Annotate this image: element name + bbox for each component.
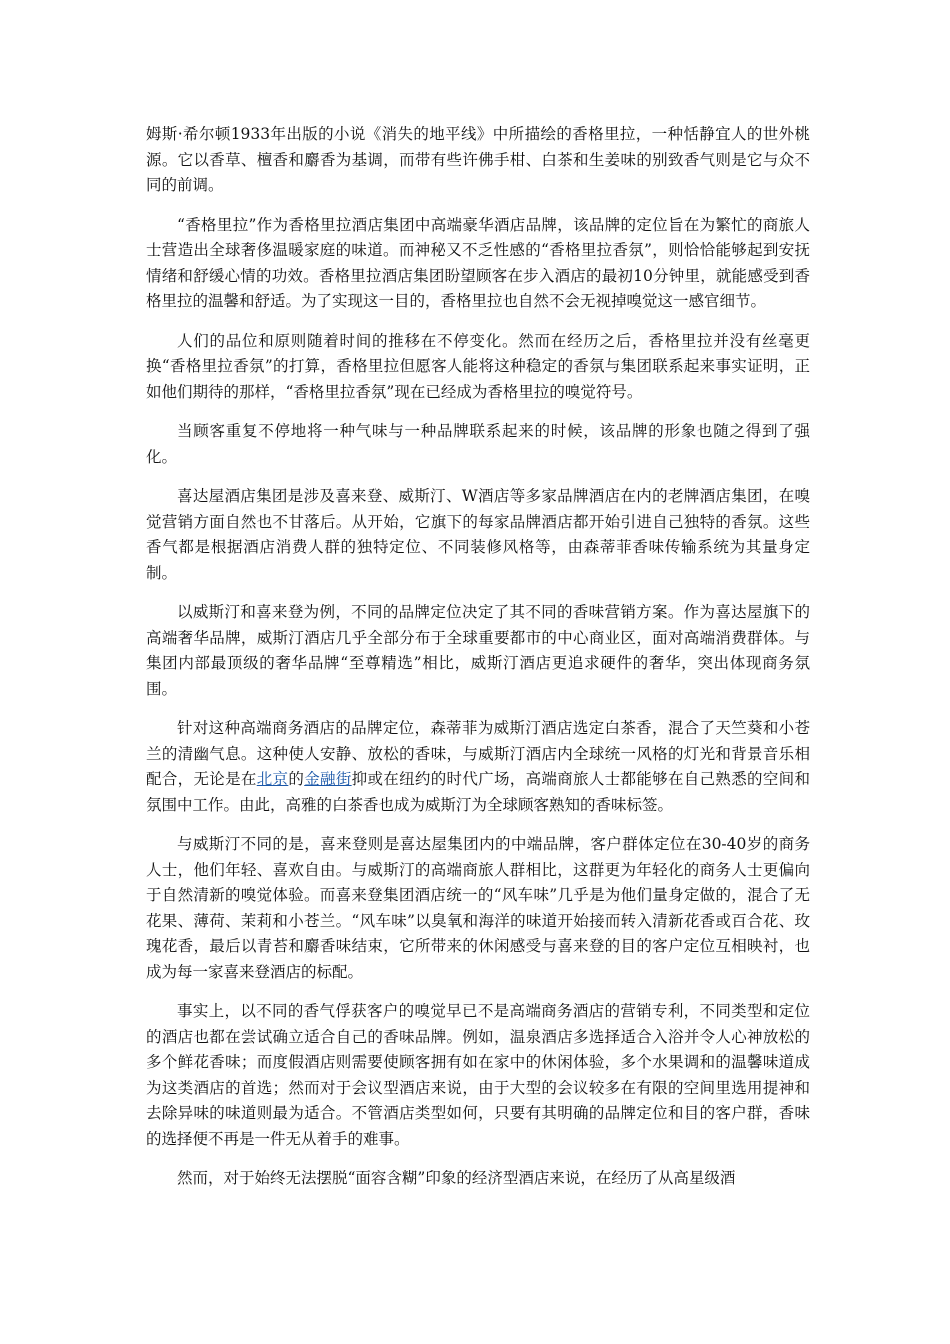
paragraph-text: 然而，对于始终无法摆脱“面容含糊”印象的经济型酒店来说，在经历了从高星级酒: [177, 1169, 736, 1187]
paragraph-9: [146, 999, 810, 1152]
paragraph-text: 当顾客重复不停地将一种气味与一种品牌联系起来的时候，该品牌的形象也随之得到了强化。: [146, 422, 810, 466]
paragraph-text: 的: [288, 770, 305, 788]
article-body: [146, 122, 810, 1206]
link-financial-street[interactable]: 金融街: [304, 770, 352, 788]
paragraph-text: “香格里拉”作为香格里拉酒店集团中高端豪华酒店品牌，该品牌的定位旨在为繁忙的商旅人士营造出全球奢侈温暖家庭的味道。而神秘又不乏性感的“香格里拉香氛”，则恰恰能够起到安抚情绪和舒缓心情的功效。香格里拉酒店集团盼望顾客在步入酒店的最初10分钟里，就能感受到香格里拉的温馨和舒适。为了实现这一目的，香格里拉也自然不会无视掉嗅觉这一感官细节。: [146, 215, 810, 310]
paragraph-10: [146, 1166, 810, 1192]
link-beijing[interactable]: 北京: [256, 770, 289, 788]
paragraph-7: [146, 716, 810, 818]
paragraph-6: [146, 600, 810, 702]
paragraph-2: [146, 213, 810, 315]
paragraph-text: 以威斯汀和喜来登为例，不同的品牌定位决定了其不同的香味营销方案。作为喜达屋旗下的高端奢华品牌，威斯汀酒店几乎全部分布于全球重要都市的中心商业区，面对高端消费群体。与集团内部最顶级的奢华品牌“至尊精选”相比，威斯汀酒店更追求硬件的奢华，突出体现商务氛围。: [146, 603, 810, 698]
paragraph-4: [146, 419, 810, 470]
paragraph-text: 人们的品位和原则随着时间的推移在不停变化。然而在经历之后，香格里拉并没有丝毫更换“香格里拉香氛”的打算，香格里拉但愿客人能将这种稳定的香氛与集团联系起来事实证明，正如他们期待的那样，“香格里拉香氛”现在已经成为香格里拉的嗅觉符号。: [146, 331, 810, 401]
paragraph-text: 喜达屋酒店集团是涉及喜来登、威斯汀、W酒店等多家品牌酒店在内的老牌酒店集团，在嗅觉营销方面自然也不甘落后。从开始，它旗下的每家品牌酒店都开始引进自己独特的香氛。这些香气都是根据酒店消费人群的独特定位、不同装修风格等，由森蒂菲香味传输系统为其量身定制。: [146, 487, 810, 582]
paragraph-text: 抑或在纽约的时代广场，高端商旅人士都能够在自己熟悉的空间和氛围中工作。由此，高雅的白茶香也成为威斯汀为全球顾客熟知的香味标签。: [146, 770, 810, 814]
paragraph-8: [146, 832, 810, 985]
paragraph-3: [146, 329, 810, 406]
paragraph-5: [146, 484, 810, 586]
paragraph-text: 针对这种高端商务酒店的品牌定位，森蒂菲为威斯汀酒店选定白茶香，混合了天竺葵和小苍兰的清幽气息。这种使人安静、放松的香味，与威斯汀酒店内全球统一风格的灯光和背景音乐相配合，无论是在: [146, 719, 810, 788]
paragraph-text: 事实上，以不同的香气俘获客户的嗅觉早已不是高端商务酒店的营销专利，不同类型和定位的酒店也都在尝试确立适合自己的香味品牌。例如，温泉酒店多选择适合入浴并令人心神放松的多个鲜花香味；而度假酒店则需要使顾客拥有如在家中的休闲体验，多个水果调和的温馨味道成为这类酒店的首选；然而对于会议型酒店来说，由于大型的会议较多在有限的空间里选用提神和去除异味的味道则最为适合。不管酒店类型如何，只要有其明确的品牌定位和目的客户群，香味的选择便不再是一件无从着手的难事。: [146, 1002, 810, 1148]
paragraph-1: [146, 122, 810, 199]
paragraph-text: 姆斯·希尔顿1933年出版的小说《消失的地平线》中所描绘的香格里拉，一种恬静宜人的世外桃源。它以香草、檀香和麝香为基调，而带有些许佛手柑、白茶和生姜味的别致香气则是它与众不同的前调。: [146, 125, 810, 194]
paragraph-text: 与威斯汀不同的是，喜来登则是喜达屋集团内的中端品牌，客户群体定位在30-40岁的商务人士，他们年轻、喜欢自由。与威斯汀的高端商旅人群相比，这群更为年轻化的商务人士更偏向于自然清新的嗅觉体验。而喜来登集团酒店统一的“风车味”几乎是为他们量身定做的，混合了无花果、薄荷、茉莉和小苍兰。“风车味”以臭氧和海洋的味道开始接而转入清新花香或百合花、玫瑰花香，最后以青苔和麝香味结束，它所带来的休闲感受与喜来登的目的客户定位互相映衬，也成为每一家喜来登酒店的标配。: [146, 835, 810, 981]
